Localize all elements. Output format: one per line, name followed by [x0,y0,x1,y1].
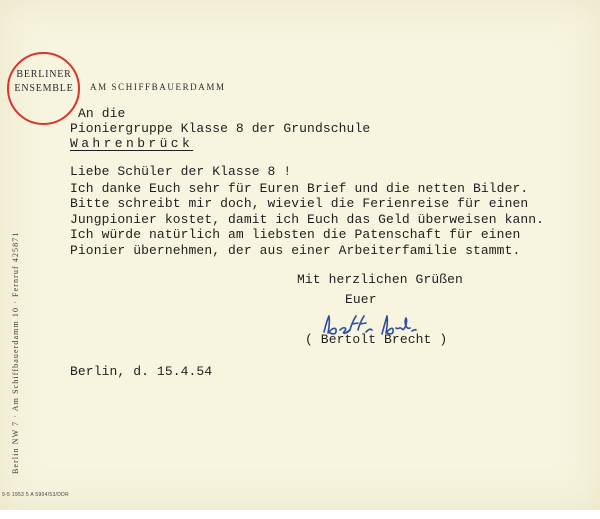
body-line-3: Jungpionier kostet, damit ich Euch das Geld überweisen kann. [70,212,545,227]
body-line-1: Ich danke Euch sehr für Euren Brief und die netten Bilder. [70,181,529,196]
recipient-line-2: Pioniergruppe Klasse 8 der Grundschule [70,121,371,136]
body-line-2: Bitte schreibt mir doch, wieviel die Ferienreise für einen [70,196,529,211]
logo-line-2: ENSEMBLE [14,83,74,94]
logo-line-1: BERLINER [16,69,72,80]
letterhead-address: AM SCHIFFBAUERDAMM [90,82,226,92]
place-and-date: Berlin, d. 15.4.54 [70,364,213,379]
logo [14,68,74,96]
print-code: 9-5 1953 5 A 5904/53/DDR [2,492,69,498]
body-line-4: Ich würde natürlich am liebsten die Patenschaft für einen [70,227,521,242]
recipient-line-3: Wahrenbrück [70,136,194,151]
side-address: Berlin NW 7 · Am Schiffbauerdamm 10 · Fernruf 425871 [11,231,20,474]
salutation: Liebe Schüler der Klasse 8 ! [70,164,292,179]
body-line-5: Pionier übernehmen, der aus einer Arbeiterfamilie stammt. [70,243,521,258]
typed-signature-name: ( Bertolt Brecht ) [305,332,448,347]
closing-euer: Euer [345,292,377,307]
recipient-line-1: An die [78,106,126,121]
closing-greeting: Mit herzlichen Grüßen [297,272,463,287]
